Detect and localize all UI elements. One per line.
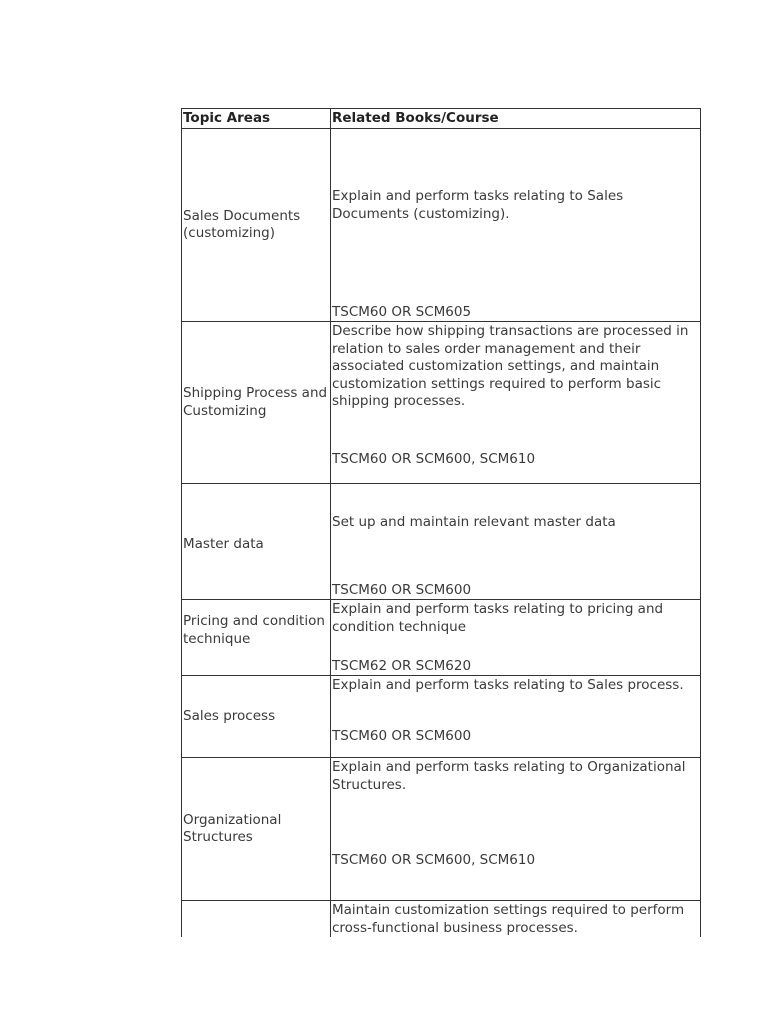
- related-cell: [331, 600, 700, 675]
- table-header-row: [182, 109, 700, 129]
- course-code: TSCM60 OR SCM600, SCM610: [332, 450, 536, 467]
- course-code: TSCM60 OR SCM605: [332, 303, 472, 320]
- header-topic-areas: Topic Areas: [182, 109, 331, 128]
- table-row: [182, 600, 700, 676]
- related-cell: [331, 676, 700, 757]
- table-row: [182, 901, 700, 937]
- topic-cell: Pricing and condition technique: [182, 600, 331, 675]
- related-cell: [331, 484, 700, 599]
- description-text: Describe how shipping transactions are processed in relation to sales order management and their associated customization settings, and maintain customization settings required to perform basic shipping processes.: [332, 323, 689, 409]
- table-row: [182, 484, 700, 600]
- table-row: [182, 676, 700, 758]
- course-code: TSCM60 OR SCM600: [332, 727, 472, 744]
- related-cell: [331, 758, 700, 900]
- related-cell: [331, 901, 700, 937]
- course-code: TSCM60 OR SCM600: [332, 581, 472, 598]
- header-related-books-course: Related Books/Course: [332, 109, 499, 126]
- topic-cell: Sales Documents (customizing): [182, 129, 331, 321]
- description-text: Explain and perform tasks relating to Sales Documents (customizing).: [332, 188, 624, 222]
- topic-cell: Organizational Structures: [182, 758, 331, 900]
- related-cell: [331, 322, 700, 483]
- course-code: TSCM62 OR SCM620: [332, 657, 472, 674]
- related-cell: [331, 129, 700, 321]
- topic-cell: Sales process: [182, 676, 331, 757]
- description-text: Explain and perform tasks relating to pricing and condition technique: [332, 601, 664, 635]
- table-row: [182, 129, 700, 322]
- topic-cell: Shipping Process and Customizing: [182, 322, 331, 483]
- table-row: [182, 322, 700, 484]
- topic-cell: Master data: [182, 484, 331, 599]
- topic-cell: [182, 901, 331, 937]
- description-text: Set up and maintain relevant master data: [332, 514, 616, 530]
- topics-table: [181, 108, 701, 937]
- description-text: Maintain customization settings required to perform cross-functional business processes.: [332, 902, 685, 936]
- course-code: TSCM60 OR SCM600, SCM610: [332, 851, 536, 868]
- description-text: Explain and perform tasks relating to Sales process.: [332, 677, 684, 693]
- table-row: [182, 758, 700, 901]
- description-text: Explain and perform tasks relating to Organizational Structures.: [332, 759, 686, 793]
